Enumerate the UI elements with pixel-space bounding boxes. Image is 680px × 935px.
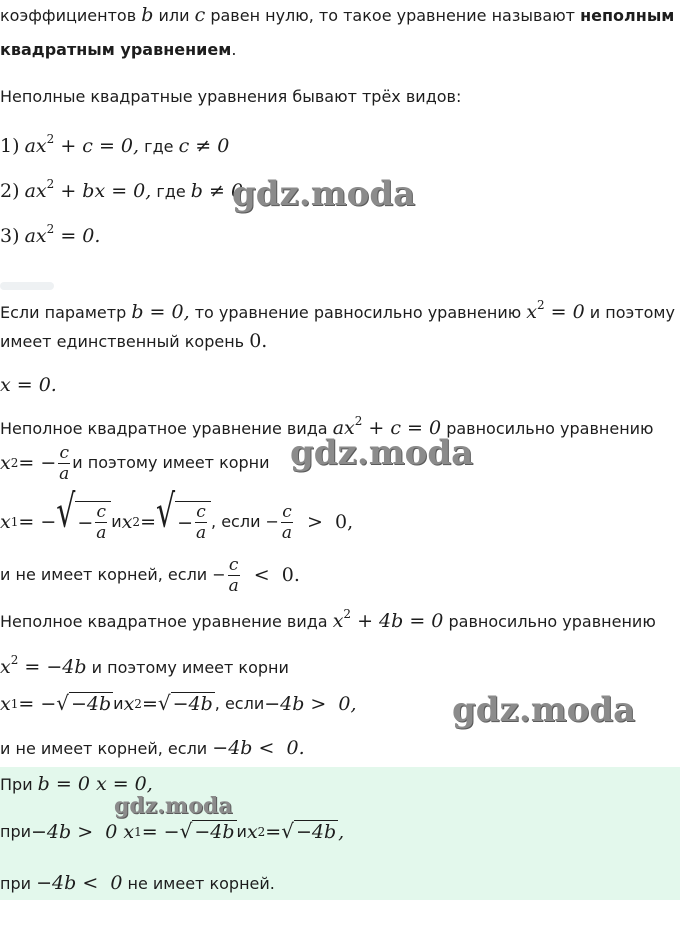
math: x [332, 610, 344, 632]
math: = [141, 692, 158, 715]
summary-line-2: при −4b > 0 x 1 = − √ −4b и x 2 = √ −4b , [0, 819, 345, 843]
math: c [194, 4, 206, 26]
text: где [151, 182, 191, 201]
math: x [0, 656, 11, 678]
math: x [121, 511, 133, 533]
text: и поэтому имеет корни [86, 658, 289, 677]
math: ax [24, 135, 47, 157]
fraction: $\frac{c}{a}$ [59, 442, 70, 484]
text: Неполное квадратное уравнение вида [0, 612, 333, 631]
math: > 0, [294, 511, 354, 533]
intro-line-2 [0, 39, 236, 61]
math: = −4b [18, 656, 87, 678]
math: = − [141, 820, 180, 843]
watermark-logo: gdz.moda [232, 174, 416, 214]
text: Неполное квадратное уравнение вида [0, 419, 333, 438]
math: = − [18, 511, 57, 533]
text: и поэтому имеет корни [72, 453, 270, 472]
text: и поэтому [584, 303, 675, 322]
text: . [231, 40, 237, 59]
text: и не имеет корней, если [0, 739, 213, 758]
text: При [0, 775, 38, 794]
text: то уравнение равносильно уравнению [189, 303, 527, 322]
type-3: 3) $ax^2 = 0$. [0, 222, 101, 247]
text: и [113, 693, 124, 713]
math: x [0, 692, 11, 715]
math: −4b < 0 [36, 872, 123, 894]
intro-line-1 [0, 4, 674, 27]
paragraph-3-roots: x 1 = − √ −4b и x 2 = √ −4b , если −4b > 0, [0, 691, 357, 715]
math: ax [24, 225, 47, 247]
math: −4b > 0 x [31, 820, 135, 843]
text: равносильно уравнению [441, 419, 654, 438]
paragraph-3-line-1: Неполное квадратное уравнение вида $x^2 + 4b = 0$ равносильно уравнению [0, 607, 656, 632]
watermark-logo: gdz.moda [114, 793, 233, 819]
text: равносильно уравнению [443, 612, 656, 631]
text: при [0, 821, 32, 841]
term-bold: квадратным уравнением [0, 40, 232, 59]
paragraph-2-roots: x 1 = − √ − $\frac{c}{a}$ и x 2 = √ − $\frac{c}{a}$ , если − $\frac{c}{a}$ > 0, [0, 486, 354, 543]
sqrt: √ −4b [179, 819, 235, 843]
text: Если параметр [0, 303, 132, 322]
math: b [141, 4, 154, 26]
text: равен нулю, то такое уравнение называют [205, 6, 581, 25]
text: и не имеет корней, если − [0, 565, 226, 584]
math: ax [332, 417, 355, 439]
math: < 0. [241, 564, 300, 586]
math: x [123, 692, 135, 715]
math: x [0, 452, 11, 474]
paragraph-2-no-roots [0, 553, 300, 597]
paragraph-1-line-2 [0, 330, 267, 353]
sqrt: √ − $\frac{c}{a}$ [156, 501, 211, 543]
math: b = 0 x = 0, [37, 773, 153, 795]
math: = 0. [54, 225, 101, 247]
root-x-zero: x = 0. [0, 374, 57, 396]
types-heading: Неполные квадратные уравнения бывают трёх видов: [0, 87, 462, 106]
math: c ≠ 0 [178, 135, 230, 157]
type-2: 2) $ax^2$ + bx = 0, где b ≠ 0 [0, 177, 244, 202]
type-1: 1) $ax^2 + c = 0$, где c ≠ 0 [0, 132, 230, 157]
fraction: $\frac{c}{a}$ [281, 501, 293, 543]
text: или [153, 6, 195, 25]
math: = − [18, 692, 57, 715]
type-number: 2) [0, 180, 20, 202]
text: где [139, 137, 179, 156]
term-bold: неполным [580, 6, 675, 25]
math: , [338, 820, 345, 843]
text: при [0, 874, 37, 893]
math: x [0, 511, 11, 533]
type-number: 3) [0, 225, 20, 247]
paragraph-3-equation: $x^2 = -4b$ и поэтому имеет корни [0, 653, 289, 678]
text: коэффициентов [0, 6, 142, 25]
text: , если [214, 693, 265, 713]
math: x [526, 301, 537, 323]
text: и [236, 821, 247, 841]
math: = [265, 820, 282, 843]
paragraph-2-equation: x 2 = − $\frac{c}{a}$ и поэтому имеет корни [0, 442, 270, 484]
math: b = 0, [131, 301, 190, 323]
text: и [111, 512, 122, 531]
fraction: $\frac{c}{a}$ [228, 554, 239, 596]
text: , если − [211, 512, 279, 531]
math: = − [18, 452, 57, 474]
sqrt: √ −4b [157, 691, 213, 715]
math: + bx = 0, [54, 180, 152, 202]
math: = 0 [544, 301, 585, 323]
math: + c = 0 [362, 417, 442, 439]
sqrt: √ −4b [281, 819, 337, 843]
math: −4b < 0. [212, 737, 305, 759]
text: не имеет корней. [122, 874, 275, 893]
decorative-pill [0, 282, 54, 290]
watermark-logo: gdz.moda [452, 690, 636, 730]
text: имеет единственный корень [0, 332, 250, 351]
type-number: 1) [0, 135, 20, 157]
paragraph-2-line-1: Неполное квадратное уравнение вида $ax^2 + c = 0$ равносильно уравнению [0, 414, 654, 439]
paragraph-3-no-roots [0, 737, 305, 760]
math: −4b > 0, [264, 692, 357, 715]
math: = [140, 511, 156, 533]
paragraph-1-line-1: Если параметр b = 0, то уравнение равносильно уравнению $x^2 = 0$ и поэтому [0, 298, 675, 323]
summary-line-3 [0, 872, 275, 895]
math: + 4b = 0 [351, 610, 444, 632]
sqrt: √ − $\frac{c}{a}$ [56, 501, 111, 543]
math: b ≠ 0 [190, 180, 244, 202]
math: ax [24, 180, 47, 202]
sqrt: √ −4b [56, 691, 112, 715]
math: 0. [249, 330, 268, 352]
math: + c = 0, [54, 135, 140, 157]
math: x [246, 820, 258, 843]
watermark-logo: gdz.moda [290, 433, 474, 473]
